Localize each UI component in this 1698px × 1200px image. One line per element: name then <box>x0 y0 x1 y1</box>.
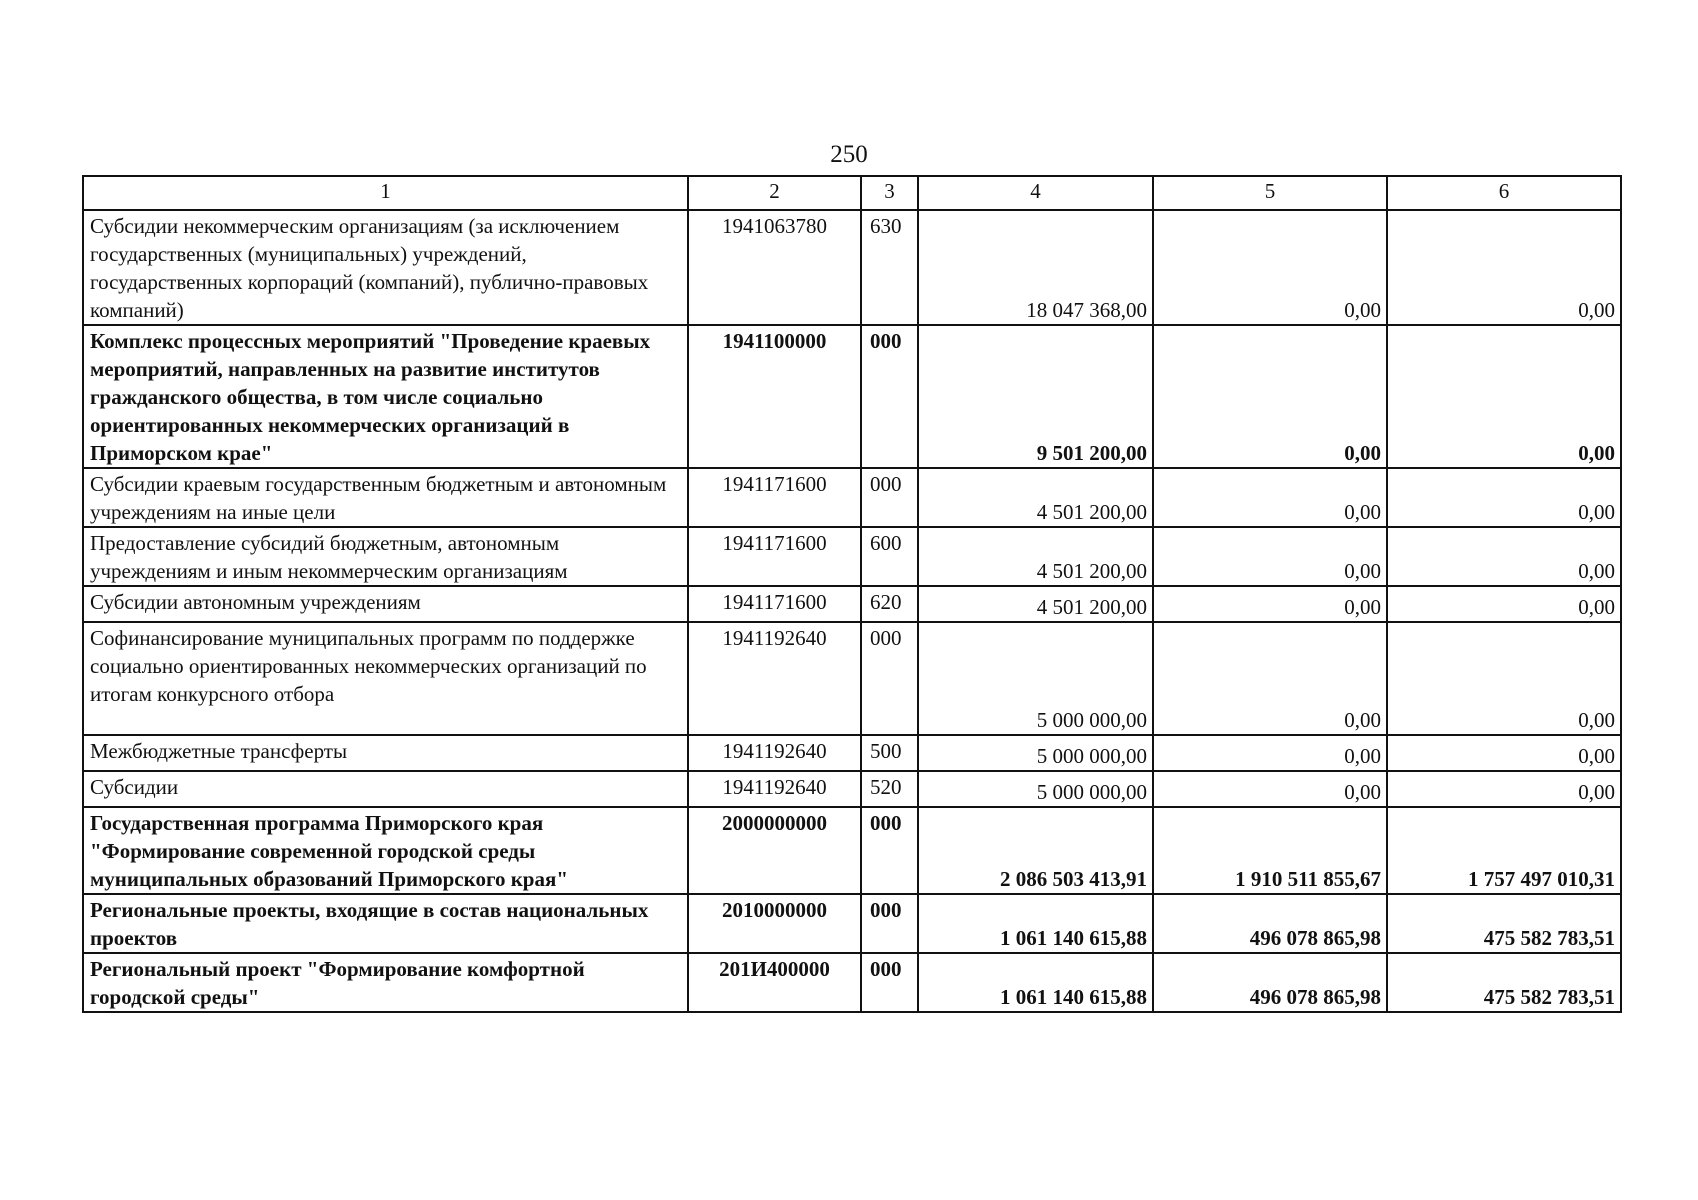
row-value-5: 496 078 865,98 <box>1153 953 1387 1012</box>
row-type: 600 <box>861 527 918 586</box>
table-row <box>83 468 1621 527</box>
row-value-4: 18 047 368,00 <box>918 210 1153 325</box>
row-value-5: 0,00 <box>1153 527 1387 586</box>
row-value-5: 0,00 <box>1153 586 1387 622</box>
table-header-row <box>83 176 1621 210</box>
row-name: Субсидии <box>83 771 688 807</box>
page-number: 250 <box>830 141 868 168</box>
row-code: 201И400000 <box>688 953 861 1012</box>
header-cell: 3 <box>861 176 918 210</box>
row-value-6: 475 582 783,51 <box>1387 894 1621 953</box>
row-name: Предоставление субсидий бюджетным, автономным учреждениям и иным некоммерческим организациям <box>83 527 688 586</box>
row-value-5: 496 078 865,98 <box>1153 894 1387 953</box>
row-name: Региональный проект "Формирование комфортной городской среды" <box>83 953 688 1012</box>
table-row <box>83 953 1621 1012</box>
row-value-6: 0,00 <box>1387 468 1621 527</box>
row-code: 2010000000 <box>688 894 861 953</box>
row-value-6: 0,00 <box>1387 622 1621 735</box>
row-value-4: 5 000 000,00 <box>918 622 1153 735</box>
row-name: Софинансирование муниципальных программ по поддержке социально ориентированных некоммерческих организаций по итогам конкурсного отбора <box>83 622 688 735</box>
table-row <box>83 622 1621 735</box>
row-type: 630 <box>861 210 918 325</box>
row-type: 620 <box>861 586 918 622</box>
row-name: Региональные проекты, входящие в состав национальных проектов <box>83 894 688 953</box>
row-type: 000 <box>861 807 918 894</box>
row-code: 2000000000 <box>688 807 861 894</box>
row-code: 1941192640 <box>688 622 861 735</box>
row-value-6: 0,00 <box>1387 735 1621 771</box>
row-value-5: 0,00 <box>1153 622 1387 735</box>
row-type: 520 <box>861 771 918 807</box>
table-row <box>83 894 1621 953</box>
row-value-4: 2 086 503 413,91 <box>918 807 1153 894</box>
row-name: Субсидии краевым государственным бюджетным и автономным учреждениям на иные цели <box>83 468 688 527</box>
row-type: 000 <box>861 325 918 468</box>
row-name: Комплекс процессных мероприятий "Проведение краевых мероприятий, направленных на развитие институтов гражданского общества, в том числе социально ориентированных некоммерческих организаций в Приморском крае" <box>83 325 688 468</box>
table-row <box>83 210 1621 325</box>
row-value-6: 0,00 <box>1387 210 1621 325</box>
header-cell: 6 <box>1387 176 1621 210</box>
row-type: 000 <box>861 468 918 527</box>
row-name: Субсидии некоммерческим организациям (за исключением государственных (муниципальных) учреждений, государственных корпораций (компаний), публично-правовых компаний) <box>83 210 688 325</box>
table-row <box>83 325 1621 468</box>
row-type: 500 <box>861 735 918 771</box>
row-value-6: 1 757 497 010,31 <box>1387 807 1621 894</box>
row-value-4: 5 000 000,00 <box>918 735 1153 771</box>
row-value-5: 0,00 <box>1153 325 1387 468</box>
row-type: 000 <box>861 622 918 735</box>
header-cell: 1 <box>83 176 688 210</box>
row-value-5: 0,00 <box>1153 735 1387 771</box>
header-cell: 2 <box>688 176 861 210</box>
row-value-6: 0,00 <box>1387 771 1621 807</box>
row-value-4: 4 501 200,00 <box>918 527 1153 586</box>
row-value-5: 0,00 <box>1153 210 1387 325</box>
row-value-6: 0,00 <box>1387 586 1621 622</box>
row-name: Межбюджетные трансферты <box>83 735 688 771</box>
row-value-6: 0,00 <box>1387 325 1621 468</box>
row-code: 1941171600 <box>688 586 861 622</box>
row-value-5: 0,00 <box>1153 771 1387 807</box>
table-row <box>83 735 1621 771</box>
header-cell: 5 <box>1153 176 1387 210</box>
header-cell: 4 <box>918 176 1153 210</box>
row-type: 000 <box>861 894 918 953</box>
budget-table <box>82 175 1622 1013</box>
row-code: 1941063780 <box>688 210 861 325</box>
row-value-4: 4 501 200,00 <box>918 586 1153 622</box>
row-value-6: 0,00 <box>1387 527 1621 586</box>
row-type: 000 <box>861 953 918 1012</box>
row-code: 1941100000 <box>688 325 861 468</box>
row-code: 1941192640 <box>688 735 861 771</box>
row-value-4: 9 501 200,00 <box>918 325 1153 468</box>
row-value-4: 4 501 200,00 <box>918 468 1153 527</box>
row-value-5: 0,00 <box>1153 468 1387 527</box>
row-code: 1941192640 <box>688 771 861 807</box>
row-value-4: 1 061 140 615,88 <box>918 953 1153 1012</box>
row-value-6: 475 582 783,51 <box>1387 953 1621 1012</box>
row-value-5: 1 910 511 855,67 <box>1153 807 1387 894</box>
table-row <box>83 586 1621 622</box>
row-value-4: 5 000 000,00 <box>918 771 1153 807</box>
row-name: Субсидии автономным учреждениям <box>83 586 688 622</box>
row-code: 1941171600 <box>688 468 861 527</box>
row-code: 1941171600 <box>688 527 861 586</box>
table-row <box>83 807 1621 894</box>
row-name: Государственная программа Приморского края "Формирование современной городской среды муниципальных образований Приморского края" <box>83 807 688 894</box>
table-row <box>83 771 1621 807</box>
row-value-4: 1 061 140 615,88 <box>918 894 1153 953</box>
table-row <box>83 527 1621 586</box>
